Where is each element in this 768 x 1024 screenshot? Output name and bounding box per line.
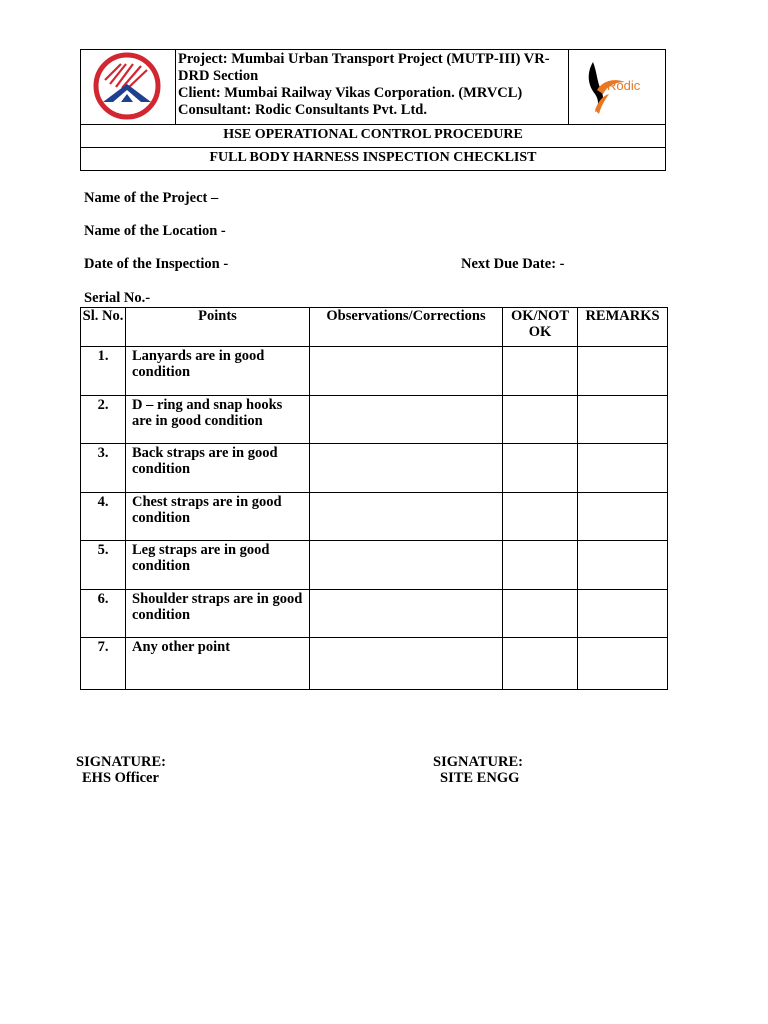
header-sl-no: Sl. No. bbox=[81, 308, 126, 347]
remarks-cell[interactable] bbox=[578, 492, 668, 541]
row-point: Leg straps are in good condition bbox=[126, 541, 310, 590]
ok-cell[interactable] bbox=[503, 638, 578, 690]
row-sl: 5. bbox=[81, 541, 126, 590]
row-sl: 2. bbox=[81, 395, 126, 444]
mrvc-logo-cell bbox=[81, 50, 176, 124]
ok-cell[interactable] bbox=[503, 492, 578, 541]
next-due-date-field: Next Due Date: - bbox=[461, 256, 565, 272]
row-point: Shoulder straps are in good condition bbox=[126, 589, 310, 638]
ok-cell[interactable] bbox=[503, 444, 578, 493]
rodic-logo-text: Rodic bbox=[607, 78, 641, 93]
observation-cell[interactable] bbox=[310, 492, 503, 541]
row-point: Lanyards are in good condition bbox=[126, 347, 310, 396]
table-header-row bbox=[81, 308, 668, 347]
observation-cell[interactable] bbox=[310, 589, 503, 638]
remarks-cell[interactable] bbox=[578, 347, 668, 396]
rodic-logo-cell bbox=[568, 50, 665, 124]
table-row bbox=[81, 541, 668, 590]
remarks-cell[interactable] bbox=[578, 541, 668, 590]
serial-no-field: Serial No.- bbox=[84, 290, 151, 306]
row-point: Chest straps are in good condition bbox=[126, 492, 310, 541]
mrvc-logo-icon bbox=[81, 50, 173, 122]
signature-role: SITE ENGG bbox=[440, 770, 520, 786]
row-sl: 4. bbox=[81, 492, 126, 541]
header-ok-not-ok: OK/NOT OK bbox=[503, 308, 578, 347]
signature-role: EHS Officer bbox=[82, 770, 159, 786]
row-sl: 1. bbox=[81, 347, 126, 396]
observation-cell[interactable] bbox=[310, 347, 503, 396]
inspection-date-field: Date of the Inspection - bbox=[84, 256, 229, 272]
location-name-field: Name of the Location - bbox=[84, 223, 226, 239]
project-name-field: Name of the Project – bbox=[84, 190, 219, 206]
observation-cell[interactable] bbox=[310, 638, 503, 690]
client-line: Client: Mumbai Railway Vikas Corporation. (MRVCL) bbox=[178, 85, 523, 101]
observation-cell[interactable] bbox=[310, 444, 503, 493]
ok-cell[interactable] bbox=[503, 589, 578, 638]
row-point: D – ring and snap hooks are in good condition bbox=[126, 395, 310, 444]
table-row bbox=[81, 492, 668, 541]
ok-cell[interactable] bbox=[503, 541, 578, 590]
observation-cell[interactable] bbox=[310, 395, 503, 444]
procedure-title: HSE OPERATIONAL CONTROL PROCEDURE bbox=[81, 124, 665, 148]
ok-cell[interactable] bbox=[503, 347, 578, 396]
row-sl: 3. bbox=[81, 444, 126, 493]
ok-cell[interactable] bbox=[503, 395, 578, 444]
table-row bbox=[81, 589, 668, 638]
table-row bbox=[81, 638, 668, 690]
checklist-table bbox=[80, 307, 668, 690]
signature-label: SIGNATURE: bbox=[76, 754, 166, 770]
project-info bbox=[178, 51, 568, 119]
signature-block-ehs bbox=[76, 754, 166, 786]
table-row bbox=[81, 444, 668, 493]
header-remarks: REMARKS bbox=[578, 308, 668, 347]
header-points: Points bbox=[126, 308, 310, 347]
consultant-line: Consultant: Rodic Consultants Pvt. Ltd. bbox=[178, 102, 427, 118]
table-row bbox=[81, 347, 668, 396]
remarks-cell[interactable] bbox=[578, 395, 668, 444]
checklist-title: FULL BODY HARNESS INSPECTION CHECKLIST bbox=[209, 150, 537, 165]
row-sl: 6. bbox=[81, 589, 126, 638]
table-row bbox=[81, 395, 668, 444]
rodic-logo-icon bbox=[569, 50, 664, 122]
remarks-cell[interactable] bbox=[578, 638, 668, 690]
remarks-cell[interactable] bbox=[578, 589, 668, 638]
remarks-cell[interactable] bbox=[578, 444, 668, 493]
signature-block-site-engg bbox=[433, 754, 523, 786]
row-point: Back straps are in good condition bbox=[126, 444, 310, 493]
row-sl: 7. bbox=[81, 638, 126, 690]
observation-cell[interactable] bbox=[310, 541, 503, 590]
signature-label: SIGNATURE: bbox=[433, 754, 523, 770]
document-header bbox=[80, 49, 666, 171]
project-line: Project: Mumbai Urban Transport Project (MUTP-III) VR-DRD Section bbox=[178, 51, 550, 84]
header-observations: Observations/Corrections bbox=[310, 308, 503, 347]
row-point: Any other point bbox=[126, 638, 310, 690]
